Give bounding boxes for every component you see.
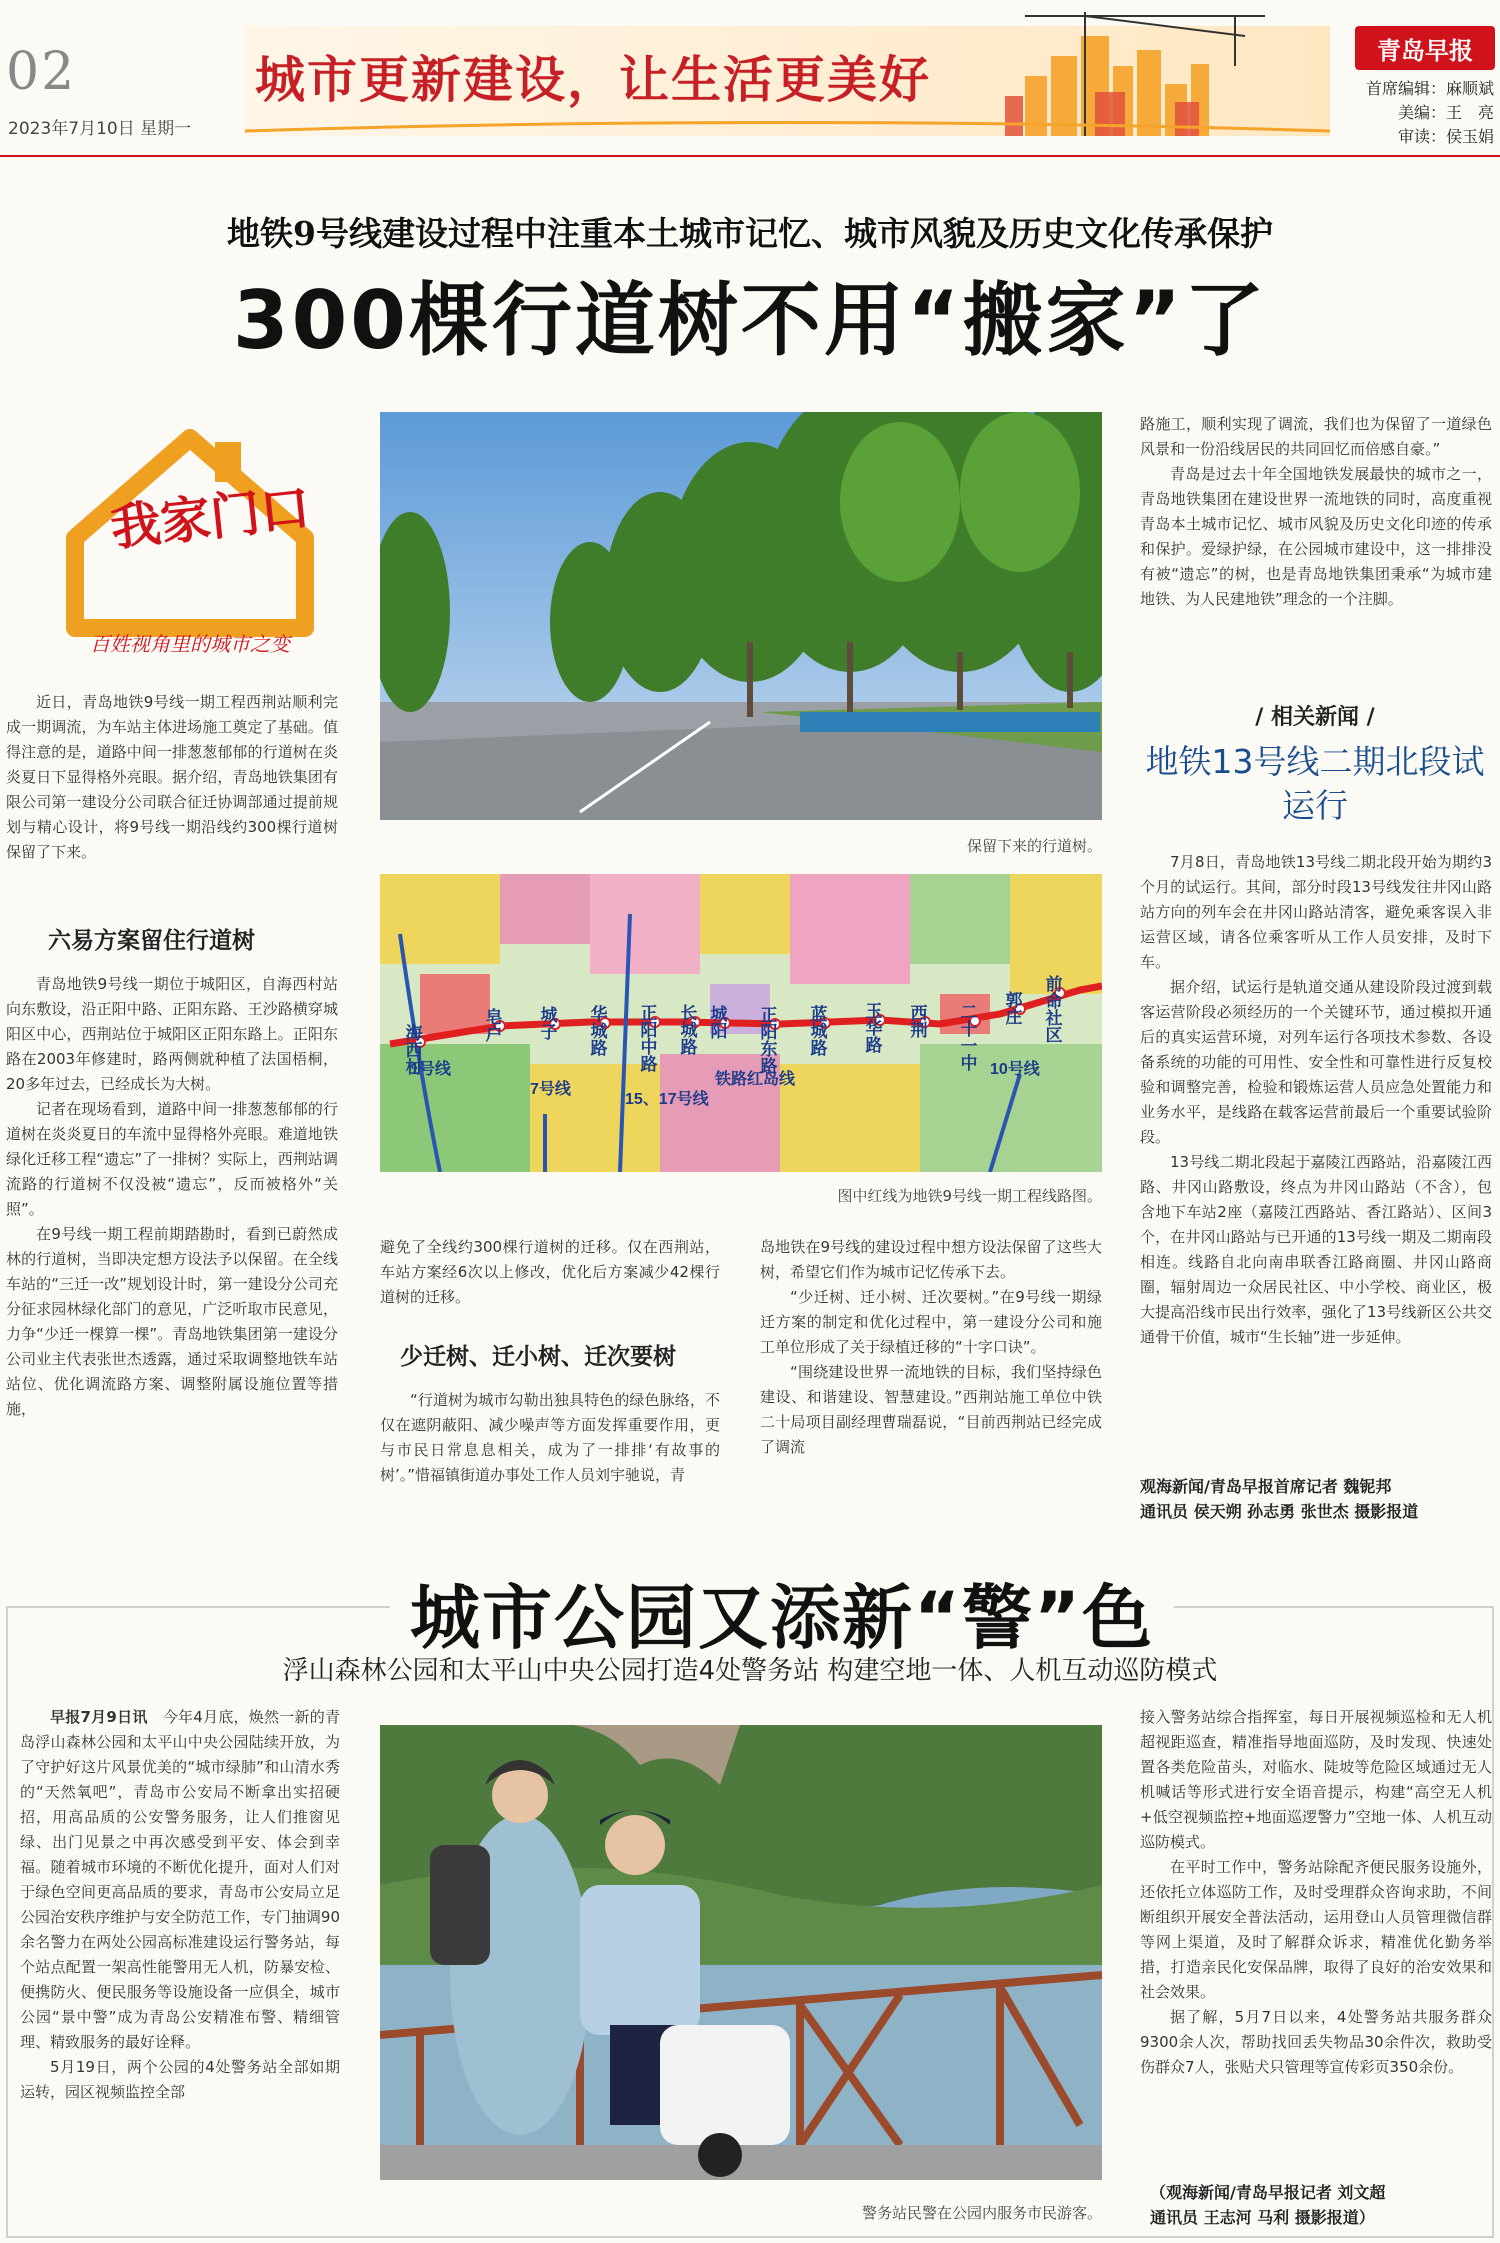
dateline-label: 早报7月9日讯: [50, 1708, 148, 1726]
map-line-label: 1号线: [410, 1061, 451, 1078]
banner-title: 城市更新建设，让生活更美好: [255, 50, 931, 109]
column-logo-title: 我家门口: [107, 477, 313, 558]
story1-deck: 地铁9号线建设过程中注重本土城市记忆、城市风貌及历史文化传承保护: [227, 214, 1273, 253]
map-station-label: 海西村: [402, 1024, 422, 1075]
map-station-label: 长城路: [677, 1004, 697, 1055]
story1-mid-col-b: [760, 1235, 1102, 1460]
map-station-label: 正阳东路: [757, 1006, 777, 1074]
body-paragraph: 青岛地铁9号线一期位于城阳区，自海西村站向东敷设，沿正阳中路、正阳东路、王沙路横穿城阳区中心，西荆站位于城阳区正阳东路上。正阳东路在2003年修建时，路两侧就种植了法国梧桐，20多年过去，已经成长为大树。: [6, 975, 338, 1093]
story1-headline: 300棵行道树不用“搬家”了: [232, 274, 1268, 367]
body-paragraph: 7月8日，青岛地铁13号线二期北段开始为期约3个月的试运行。其间，部分时段13号线发往井冈山路站方向的列车会在井冈山路站清客，避免乘客误入非运营区域，请各位乘客听从工作人员安排，及时下车。: [1140, 853, 1492, 971]
body-paragraph: 在9号线一期工程前期踏勘时，看到已蔚然成林的行道树，当即决定想方设法予以保留。在全线车站的“三迁一改”规划设计时，第一建设分公司充分征求园林绿化部门的意见，广泛听取市民意见，力争“少迁一棵算一棵”。青岛地铁集团第一建设分公司业主代表张世杰透露，通过采取调整地铁车站站位、优化调流路方案、调整附属设施位置等措施，: [6, 1225, 338, 1418]
byline-line: 通讯员 侯天朔 孙志勇 张世杰 摄影报道: [1140, 1502, 1419, 1521]
body-paragraph: 据介绍，试运行是轨道交通从建设阶段过渡到载客运营阶段必须经历的一个关键环节，通过模拟开通后的真实运营环境，对列车运行各项技术参数、各设备系统的功能的可用性、安全性和可靠性进行反复校验和调整完善，检验和锻炼运营人员应急处置能力和业务水平，是线路在载客运营前最后一个重要试验阶段。: [1140, 978, 1492, 1146]
map-station-label: 蓝城路: [807, 1005, 827, 1056]
story1-mid-col-a: [380, 1235, 720, 1310]
story1-subhead1: 六易方案留住行道树: [48, 928, 255, 954]
map-station-label: 城阳: [707, 1005, 727, 1039]
map-line-label: 7号线: [530, 1081, 571, 1098]
tree-lined-road-photo: [380, 412, 1102, 820]
column-logo-subtitle: 百姓视角里的城市之变: [90, 632, 290, 656]
byline-line: 观海新闻/青岛早报首席记者 魏铌邦: [1140, 1477, 1392, 1496]
map-line-label: 铁路红岛线: [715, 1071, 796, 1088]
body-text: 今年4月底，焕然一新的青岛浮山森林公园和太平山中央公园陆续开放，为了守护好这片风景优美的“城市绿肺”和山清水秀的“天然氧吧”，青岛市公安局不断拿出实招硬招，用高品质的公安警务服务，让人们推窗见绿、出门见景之中再次感受到平安、体会到幸福。随着城市环境的不断优化提升，面对人们对于绿色空间更高品质的要求，青岛市公安局立足公园治安秩序维护与安全防范工作，专门抽调90余名警力在两处公园高标准建设运行警务站，每个站点配置一架高性能警用无人机，防暴安检、便携防火、便民服务等设施设备一应俱全，城市公园“景中警”成为青岛公安精准布警、精细管理、精致服务的最好诠释。: [20, 1708, 340, 2051]
newspaper-logo: 青岛早报: [1355, 26, 1495, 70]
credit-designer: 美编：王 亮: [1397, 103, 1494, 122]
body-paragraph: 岛地铁在9号线的建设过程中想方设法保留了这些大树，希望它们作为城市记忆传承下去。: [760, 1238, 1102, 1281]
body-paragraph: 青岛是过去十年全国地铁发展最快的城市之一，青岛地铁集团在建设世界一流地铁的同时，高度重视青岛本土城市记忆、城市风貌及历史文化印迹的传承和保护。爱绿护绿，在公园城市建设中，这一排排没有被“遗忘”的树，也是青岛地铁集团秉承“为城市建地铁、为人民建地铁”理念的一个注脚。: [1140, 465, 1492, 608]
body-paragraph: 13号线二期北段起于嘉陵江西路站，沿嘉陵江西路、井冈山路敷设，终点为井冈山路站（不含），包含地下车站2座（嘉陵江西路站、香江路站）、区间3个，在井冈山路站与已开通的13号线一期及二期南段相连。线路自北向南串联香江路商圈、井冈山路商圈，辐射周边一众居民社区、中小学校、商业区，极大提高沿线市民出行效率，强化了13号线新区公共交通骨干价值，城市“生长轴”进一步延伸。: [1140, 1153, 1492, 1346]
photo2-caption: 警务站民警在公园内服务市民游客。: [861, 2204, 1102, 2222]
map-station-label: 郭庄: [1002, 991, 1022, 1025]
header-divider: [0, 155, 1500, 157]
map-line-label: 15、17号线: [625, 1091, 709, 1108]
map-line-label: 10号线: [990, 1061, 1040, 1078]
map-station-label: 正阳中路: [637, 1004, 657, 1072]
story1-right-col: [1140, 412, 1492, 612]
photo1-caption: 保留下来的行道树。: [966, 837, 1102, 855]
credit-editor: 首席编辑：麻顺斌: [1365, 79, 1494, 98]
body-paragraph: 路施工，顺利实现了调流，我们也为保留了一道绿色风景和一份沿线居民的共同回忆而倍感自豪。”: [1140, 415, 1492, 458]
metro-line9-map: [380, 874, 1102, 1172]
story2-deck: 浮山森林公园和太平山中央公园打造4处警务站 构建空地一体、人机互动巡防模式: [282, 1656, 1218, 1686]
page-date: 2023年7月10日 星期一: [8, 119, 192, 139]
map-caption: 图中红线为地铁9号线一期工程线路图。: [837, 1187, 1102, 1205]
body-paragraph: “行道树为城市勾勒出独具特色的绿色脉络，不仅在遮阴蔽阳、减少噪声等方面发挥重要作用，更与市民日常息息相关，成为了一排排‘有故事的树’。”惜福镇街道办事处工作人员刘宇驰说，青: [380, 1391, 720, 1484]
byline-line: （观海新闻/青岛早报记者 刘文超: [1150, 2183, 1386, 2202]
related-news-body: [1140, 850, 1492, 1350]
body-paragraph: 记者在现场看到，道路中间一排葱葱郁郁的行道树在炎炎夏日的车流中显得格外亮眼。难道地铁绿化迁移工程“遗忘”了一排树？实际上，西荆站调流路的行道树不仅没被“遗忘”，反而被格外“关照”。: [6, 1100, 338, 1218]
map-station-label: 前命社区: [1042, 975, 1062, 1043]
credit-proofreader: 审读：侯玉娟: [1397, 127, 1494, 146]
body-paragraph: 接入警务站综合指挥室，每日开展视频巡检和无人机超视距巡查，精准指导地面巡防，及时发现、快速处置各类危险苗头，对临水、陡坡等危险区域通过无人机喊话等形式进行安全语音提示，构建“高空无人机+低空视频监控+地面巡逻警力”空地一体、人机互动巡防模式。: [1140, 1708, 1492, 1851]
body-paragraph: 避免了全线约300棵行道树的迁移。仅在西荆站，车站方案经6次以上修改，优化后方案减少42棵行道树的迁移。: [380, 1238, 720, 1306]
map-station-label: 华城路: [587, 1005, 607, 1056]
police-station-park-photo: [380, 1725, 1102, 2180]
map-station-label: 西荆: [907, 1004, 927, 1038]
page-number: 02: [6, 42, 77, 102]
map-station-label: 玉华路: [862, 1002, 882, 1053]
body-paragraph: “围绕建设世界一流地铁的目标，我们坚持绿色建设、和谐建设、智慧建设。”西荆站施工单位中铁二十局项目副经理曹瑞磊说，“目前西荆站已经完成了调流: [760, 1363, 1102, 1456]
intro-paragraph: 近日，青岛地铁9号线一期工程西荆站顺利完成一期调流，为车站主体进场施工奠定了基础。值得注意的是，道路中间一排葱葱郁郁的行道树在炎炎夏日下显得格外亮眼。据介绍，青岛地铁集团有限公司第一建设分公司联合征迁协调部通过提前规划与精心设计，将9号线一期沿线约300棵行道树保留了下来。: [6, 693, 338, 861]
story2-headline: 城市公园又添新“警”色: [390, 1562, 1174, 1663]
map-station-label: 城子: [537, 1006, 557, 1040]
related-news-title: 地铁13号线二期北段试运行: [1145, 742, 1485, 825]
body-paragraph: 在平时工作中，警务站除配齐便民服务设施外，还依托立体巡防工作，及时受理群众咨询求助，不间断组织开展安全普法活动，运用登山人员管理微信群等网上渠道，及时了解群众诉求，精准优化勤务举措，打造亲民化安保品牌，取得了良好的治安效果和社会效果。: [1140, 1858, 1492, 2001]
map-station-label: 皂户: [482, 1008, 502, 1042]
byline-line: 通讯员 王志河 马利 摄影报道）: [1150, 2208, 1375, 2227]
story2-byline: [1150, 2180, 1495, 2230]
related-news-label: / 相关新闻 /: [1255, 705, 1375, 730]
story1-subhead2: 少迁树、迁小树、迁次要树: [400, 1344, 676, 1370]
story1-col1-intro: [6, 690, 338, 865]
story1-mid-col-a2: [380, 1388, 720, 1488]
related-news-byline: [1140, 1474, 1495, 1524]
story2-left-col: [20, 1705, 340, 2105]
body-paragraph: 5月19日，两个公园的4处警务站全部如期运转，园区视频监控全部: [20, 2058, 340, 2101]
story1-col1-body: [6, 972, 338, 1422]
body-paragraph: “少迁树、迁小树、迁次要树。”在9号线一期绿迁方案的制定和优化过程中，第一建设分公司和施工单位形成了关于绿植迁移的“十字口诀”。: [760, 1288, 1102, 1356]
map-station-label: 二十一中: [957, 1003, 977, 1071]
body-paragraph: 据了解，5月7日以来，4处警务站共服务群众9300余人次，帮助找回丢失物品30余件次，救助受伤群众7人，张贴犬只管理等宣传彩页350余份。: [1140, 2008, 1492, 2076]
story2-right-col: [1140, 1705, 1492, 2080]
